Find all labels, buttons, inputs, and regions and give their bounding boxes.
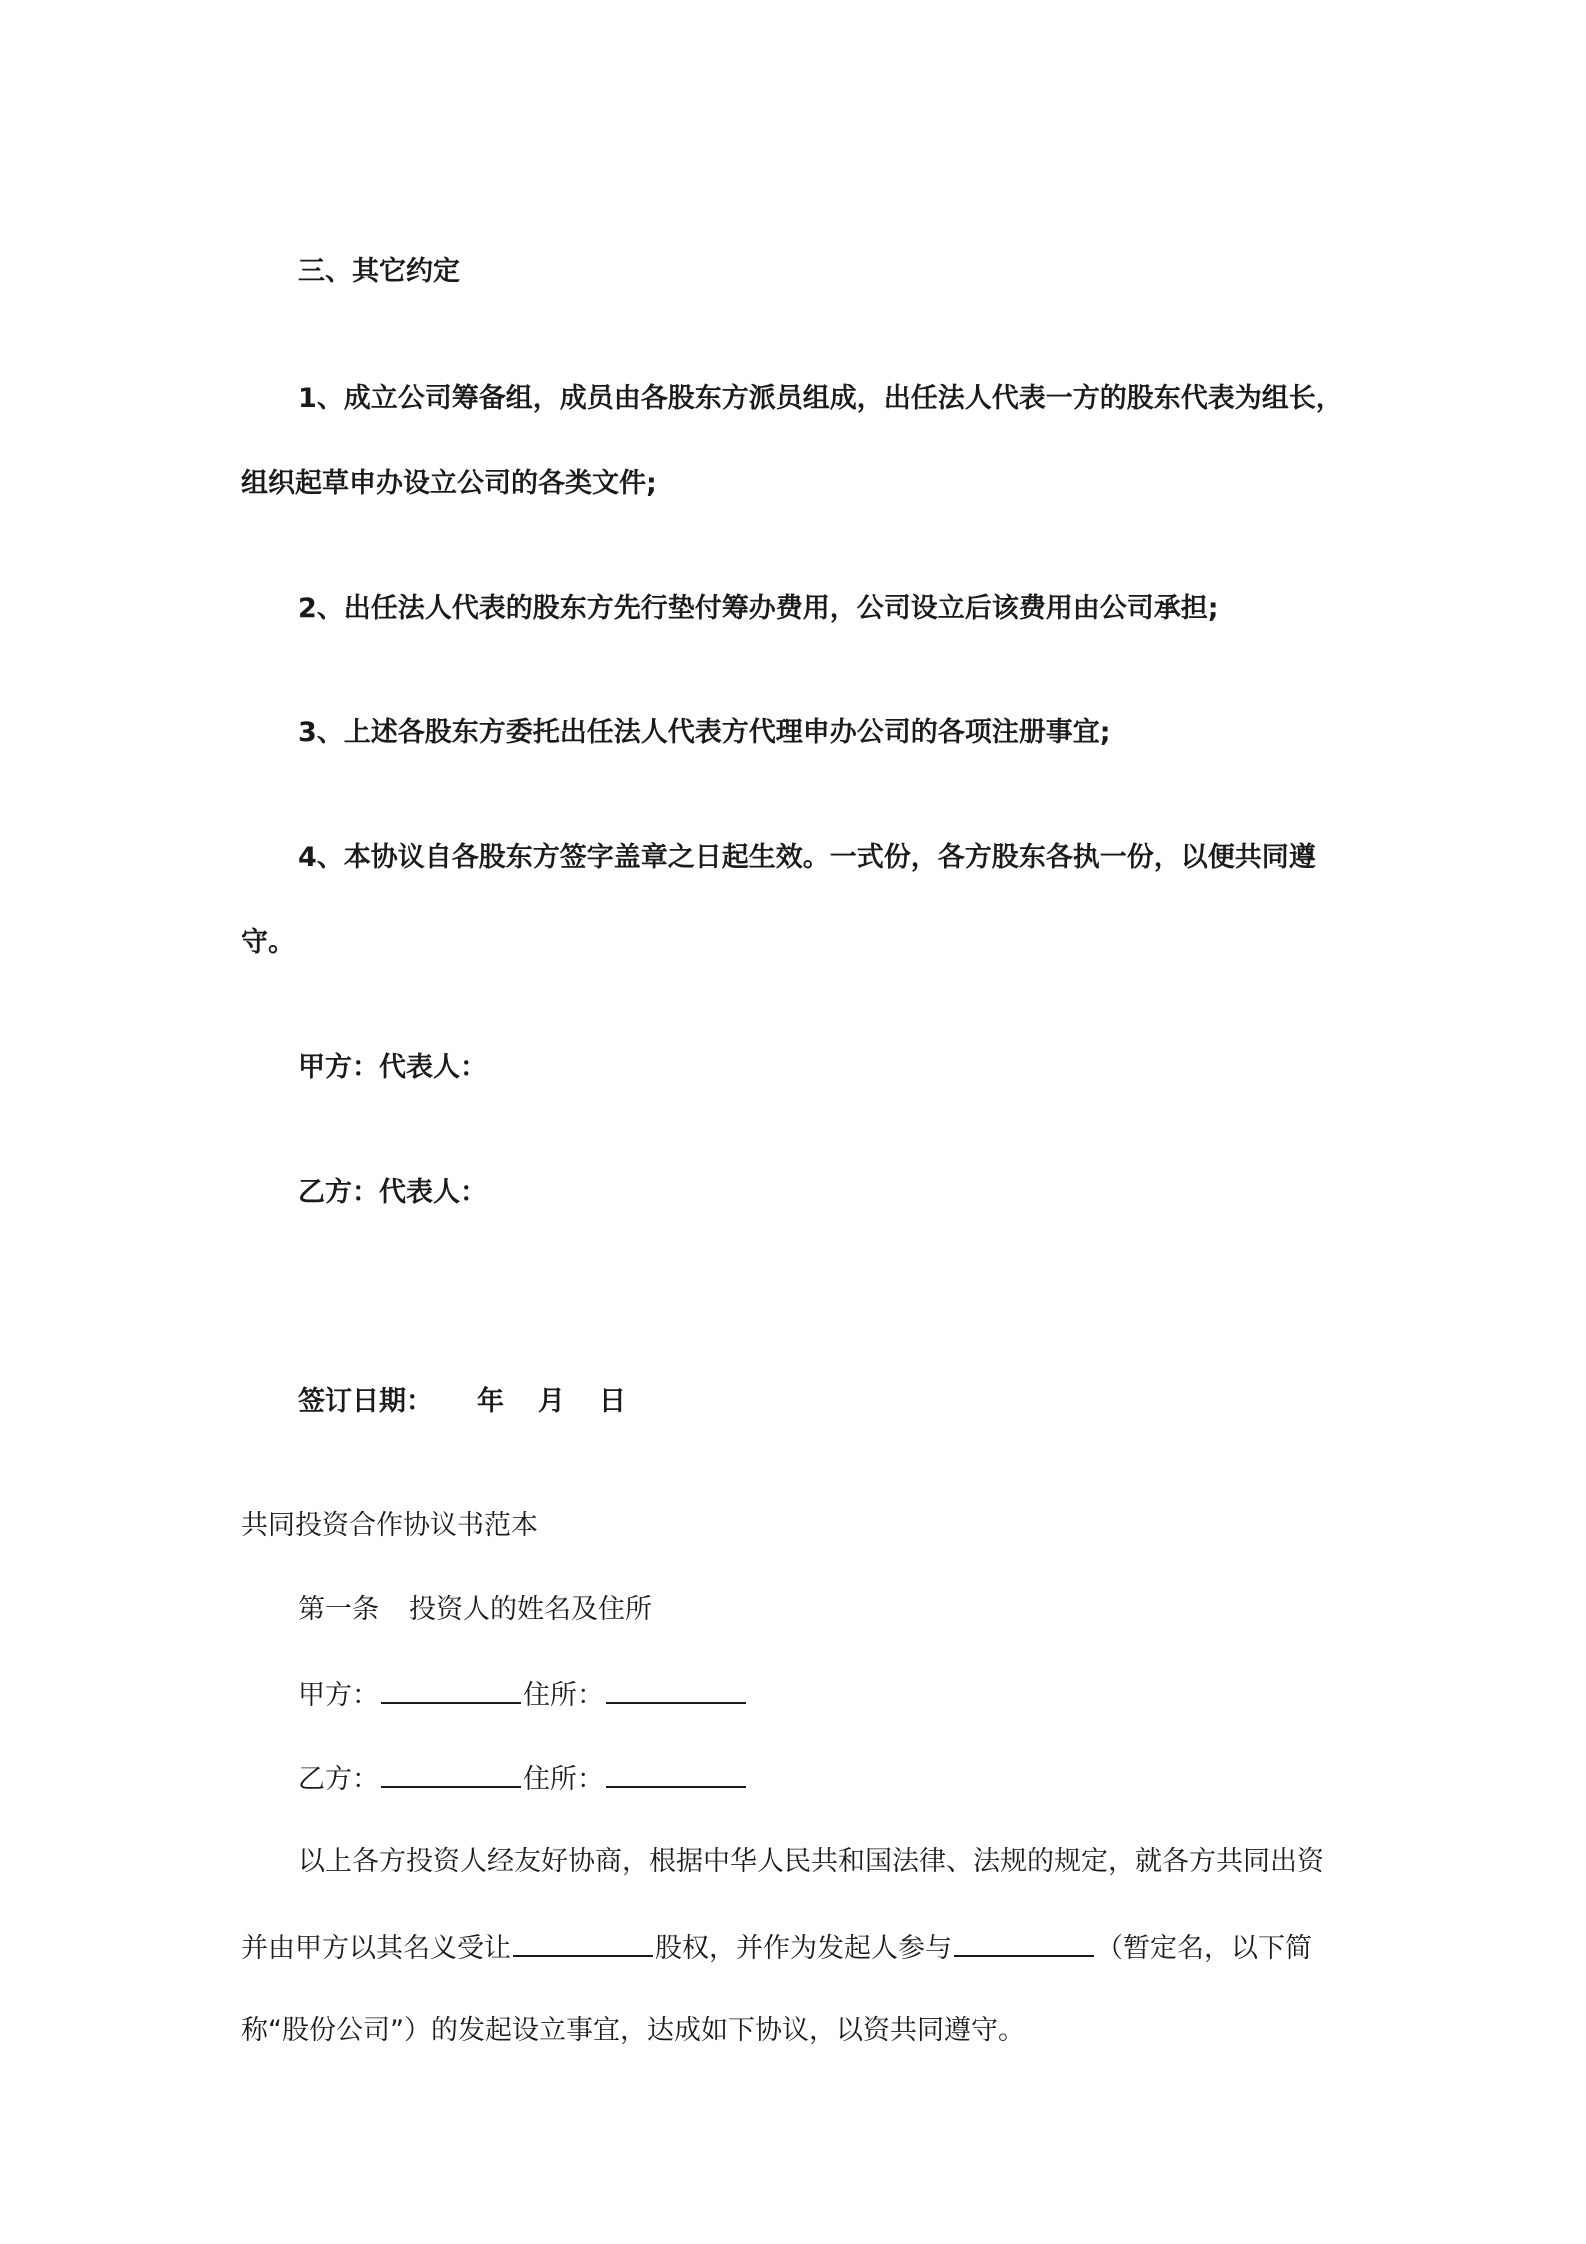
equity-blank	[513, 1929, 653, 1957]
party-a-name-blank	[381, 1676, 521, 1704]
party-b-signature: 乙方：代表人：	[298, 1177, 487, 1208]
party-b-info	[298, 1760, 748, 1798]
signing-date	[298, 1384, 626, 1420]
template-title: 共同投资合作协议书范本	[241, 1510, 538, 1541]
intro-paragraph-line-3: 称“股份公司”）的发起设立事宜，达成如下协议，以资共同遵守。	[241, 2015, 1025, 2046]
intro-paragraph-line-2	[241, 1929, 1312, 1967]
date-day: 日	[599, 1386, 626, 1417]
para-line-2-part-c: （暂定名，以下简	[1096, 1933, 1312, 1964]
date-year: 年	[477, 1386, 504, 1417]
party-a-label: 甲方：	[298, 1680, 379, 1711]
party-a-signature: 甲方：代表人：	[298, 1052, 487, 1083]
clause-3: 3、上述各股东方委托出任法人代表方代理申办公司的各项注册事宜;	[298, 717, 1111, 748]
para-line-2-part-b: 股权，并作为发起人参与	[655, 1933, 952, 1964]
party-a-info	[298, 1676, 748, 1714]
party-a-address-label: 住所：	[523, 1680, 604, 1711]
date-month: 月	[538, 1386, 565, 1417]
section-heading: 三、其它约定	[298, 256, 460, 287]
clause-1-line-2: 组织起草申办设立公司的各类文件;	[241, 468, 657, 499]
party-a-address-blank	[606, 1676, 746, 1704]
party-b-name-blank	[381, 1760, 521, 1788]
para-line-2-part-a: 并由甲方以其名义受让	[241, 1933, 511, 1964]
party-b-label: 乙方：	[298, 1764, 379, 1795]
clause-2: 2、出任法人代表的股东方先行垫付筹办费用，公司设立后该费用由公司承担;	[298, 593, 1219, 624]
clause-1-line-1: 1、成立公司筹备组，成员由各股东方派员组成，出任法人代表一方的股东代表为组长，	[298, 383, 1343, 414]
clause-4-line-1: 4、本协议自各股东方签字盖章之日起生效。一式份，各方股东各执一份，以便共同遵	[298, 842, 1316, 873]
intro-paragraph-line-1: 以上各方投资人经友好协商，根据中华人民共和国法律、法规的规定，就各方共同出资	[298, 1846, 1324, 1877]
signing-date-label: 签订日期：	[298, 1386, 433, 1417]
party-b-address-blank	[606, 1760, 746, 1788]
article-1-heading	[298, 1592, 652, 1628]
company-name-blank	[954, 1929, 1094, 1957]
article-1-title: 投资人的姓名及住所	[409, 1594, 652, 1625]
clause-4-line-2: 守。	[241, 927, 295, 958]
article-1-label: 第一条	[298, 1594, 379, 1625]
party-b-address-label: 住所：	[523, 1764, 604, 1795]
